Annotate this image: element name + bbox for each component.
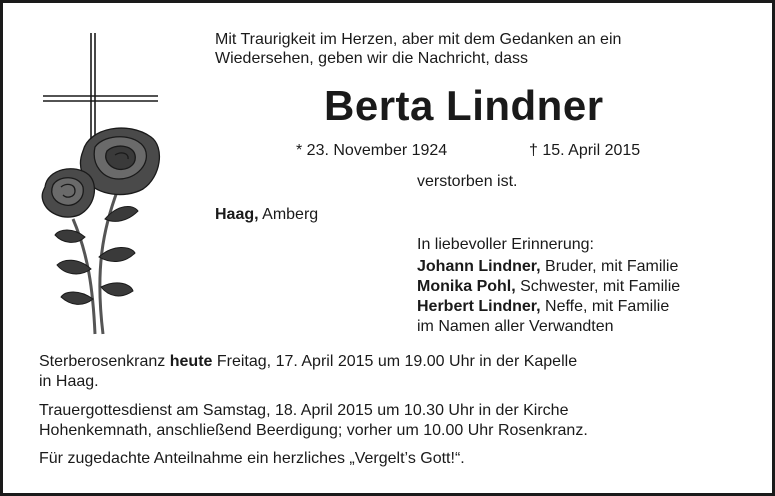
mourners-heading: In liebevoller Erinnerung: — [417, 236, 594, 253]
rosary-line-2: in Haag. — [39, 373, 99, 390]
closing-phrase: verstorben ist. — [417, 173, 518, 190]
death-date: † 15. April 2015 — [529, 142, 641, 159]
birth-date: * 23. November 1924 — [296, 142, 448, 159]
intro-line-2: Wiedersehen, geben wir die Nachricht, dass — [215, 50, 529, 67]
intro-line-1: Mit Traurigkeit im Herzen, aber mit dem Gedanken an ein — [215, 31, 622, 48]
service-line-1: Trauergottesdienst am Samstag, 18. April 2015 um 10.30 Uhr in der Kirche — [39, 402, 569, 419]
rosary-line-1 — [39, 352, 577, 372]
mourner-name: Monika Pohl, — [417, 278, 516, 295]
deceased-name: Berta Lindner — [324, 82, 604, 129]
mourner-row — [417, 277, 680, 297]
mourner-relation: Bruder, mit Familie — [545, 258, 679, 275]
mourner-relation: Neffe, mit Familie — [545, 298, 670, 315]
place-bold: Haag, — [215, 206, 259, 223]
thanks-line: Für zugedachte Anteilnahme ein herzliches „Vergelt’s Gott!“. — [39, 450, 465, 467]
rosary-pre: Sterberosenkranz — [39, 353, 166, 370]
rosary-bold: heute — [169, 353, 213, 370]
mourner-relation: Schwester, mit Familie — [520, 278, 681, 295]
place-line — [215, 205, 318, 225]
rosary-post: Freitag, 17. April 2015 um 19.00 Uhr in der Kapelle — [216, 353, 578, 370]
mourner-name: Johann Lindner, — [417, 258, 541, 275]
mourner-row — [417, 257, 678, 277]
mourner-row — [417, 297, 669, 317]
place-rest: Amberg — [262, 206, 319, 223]
mourner-name: Herbert Lindner, — [417, 298, 541, 315]
service-line-2: Hohenkemnath, anschließend Beerdigung; vorher um 10.00 Uhr Rosenkranz. — [39, 422, 588, 439]
mourners-others: im Namen aller Verwandten — [417, 318, 614, 335]
cross-and-roses-icon — [33, 29, 168, 344]
